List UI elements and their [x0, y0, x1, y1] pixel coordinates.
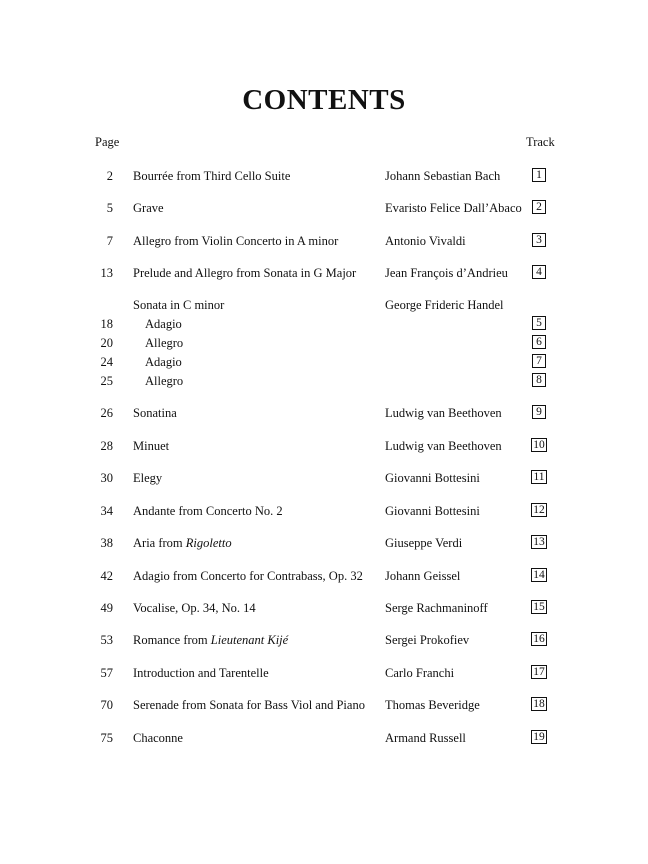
page-number: 34: [100, 504, 113, 518]
page-number: 24: [100, 355, 113, 369]
composer: Giovanni Bottesini: [385, 471, 480, 485]
piece-title: Chaconne: [133, 731, 183, 745]
composer: Jean François d’Andrieu: [385, 266, 508, 280]
composer: Giovanni Bottesini: [385, 504, 480, 518]
piece-title: Elegy: [133, 471, 163, 485]
list-item: [0, 315, 648, 333]
track-number: 10: [531, 438, 547, 452]
track-number: 1: [532, 168, 546, 182]
page-number: 13: [100, 266, 113, 280]
page-number: 25: [100, 374, 113, 388]
track-number: 12: [531, 503, 547, 517]
list-item: [0, 199, 648, 217]
composer: Evaristo Felice Dall’Abaco: [385, 201, 522, 215]
page-number: 49: [100, 601, 113, 615]
piece-title: Andante from Concerto No. 2: [133, 504, 283, 518]
page-number: 57: [100, 666, 113, 680]
piece-title: Bourrée from Third Cello Suite: [133, 169, 291, 183]
page-number: 18: [100, 317, 113, 331]
track-column-header: Track: [526, 135, 555, 149]
piece-title: Vocalise, Op. 34, No. 14: [133, 601, 256, 615]
page-number: 28: [100, 439, 113, 453]
page-number: 70: [100, 698, 113, 712]
track-number: 4: [532, 265, 546, 279]
composer: Armand Russell: [385, 731, 466, 745]
piece-title-text: Romance from: [133, 633, 208, 647]
list-item: [0, 534, 648, 552]
list-item: [0, 296, 648, 314]
piece-title: Grave: [133, 201, 164, 215]
piece-title: Sonatina: [133, 406, 177, 420]
composer: Ludwig van Beethoven: [385, 439, 502, 453]
piece-title: Minuet: [133, 439, 170, 453]
composer: Carlo Franchi: [385, 666, 455, 680]
piece-title-italic: Lieutenant Kijé: [210, 633, 289, 647]
list-item: [0, 437, 648, 455]
track-number: 19: [531, 730, 547, 744]
track-number: 13: [531, 535, 547, 549]
track-number: 14: [531, 568, 547, 582]
movement-title: Allegro: [145, 336, 184, 350]
composer: Johann Geissel: [385, 569, 461, 583]
piece-title: Prelude and Allegro from Sonata in G Major: [133, 266, 357, 280]
movement-title: Adagio: [145, 317, 182, 331]
list-item: [0, 664, 648, 682]
piece-title: [133, 631, 288, 649]
list-item: [0, 334, 648, 352]
page-number: 20: [100, 336, 113, 350]
composer: Thomas Beveridge: [385, 698, 480, 712]
composer: Antonio Vivaldi: [385, 234, 466, 248]
list-item: [0, 264, 648, 282]
piece-title: [133, 534, 232, 552]
page-number: 5: [106, 201, 113, 215]
track-number: 16: [531, 632, 547, 646]
track-number: 3: [532, 233, 546, 247]
track-number: 2: [532, 200, 546, 214]
page-number: 7: [106, 234, 113, 248]
list-item: [0, 167, 648, 185]
page-title: CONTENTS: [242, 84, 406, 116]
composer: Johann Sebastian Bach: [385, 169, 501, 183]
composer: Ludwig van Beethoven: [385, 406, 502, 420]
page-number: 38: [100, 536, 113, 550]
page-number: 26: [100, 406, 113, 420]
page-number: 53: [100, 633, 113, 647]
list-item: [0, 232, 648, 250]
list-item: [0, 372, 648, 390]
piece-title: Serenade from Sonata for Bass Viol and Piano: [133, 698, 365, 712]
list-item: [0, 469, 648, 487]
track-number: 17: [531, 665, 547, 679]
list-item: [0, 599, 648, 617]
piece-title: Adagio from Concerto for Contrabass, Op. 32: [133, 569, 363, 583]
track-number: 15: [531, 600, 547, 614]
page-column-header: Page: [95, 135, 120, 149]
track-number: 5: [532, 316, 546, 330]
composer: Serge Rachmaninoff: [385, 601, 488, 615]
track-number: 18: [531, 697, 547, 711]
list-item: [0, 567, 648, 585]
track-number: 8: [532, 373, 546, 387]
composer: George Frideric Handel: [385, 298, 504, 312]
list-item: [0, 353, 648, 371]
page-number: 30: [100, 471, 113, 485]
piece-title: Allegro from Violin Concerto in A minor: [133, 234, 339, 248]
page-number: 75: [100, 731, 113, 745]
list-item: [0, 696, 648, 714]
track-number: 11: [531, 470, 547, 484]
list-item: [0, 404, 648, 422]
list-item: [0, 502, 648, 520]
list-item: [0, 631, 648, 649]
track-number: 7: [532, 354, 546, 368]
piece-title-italic: Rigoletto: [185, 536, 232, 550]
movement-title: Adagio: [145, 355, 182, 369]
piece-title-text: Aria from: [133, 536, 183, 550]
piece-title: Introduction and Tarentelle: [133, 666, 269, 680]
composer: Giuseppe Verdi: [385, 536, 463, 550]
page-number: 2: [106, 169, 113, 183]
list-item: [0, 729, 648, 747]
movement-title: Allegro: [145, 374, 184, 388]
track-number: 9: [532, 405, 546, 419]
composer: Sergei Prokofiev: [385, 633, 470, 647]
piece-title: Sonata in C minor: [133, 298, 225, 312]
page-number: 42: [100, 569, 113, 583]
track-number: 6: [532, 335, 546, 349]
